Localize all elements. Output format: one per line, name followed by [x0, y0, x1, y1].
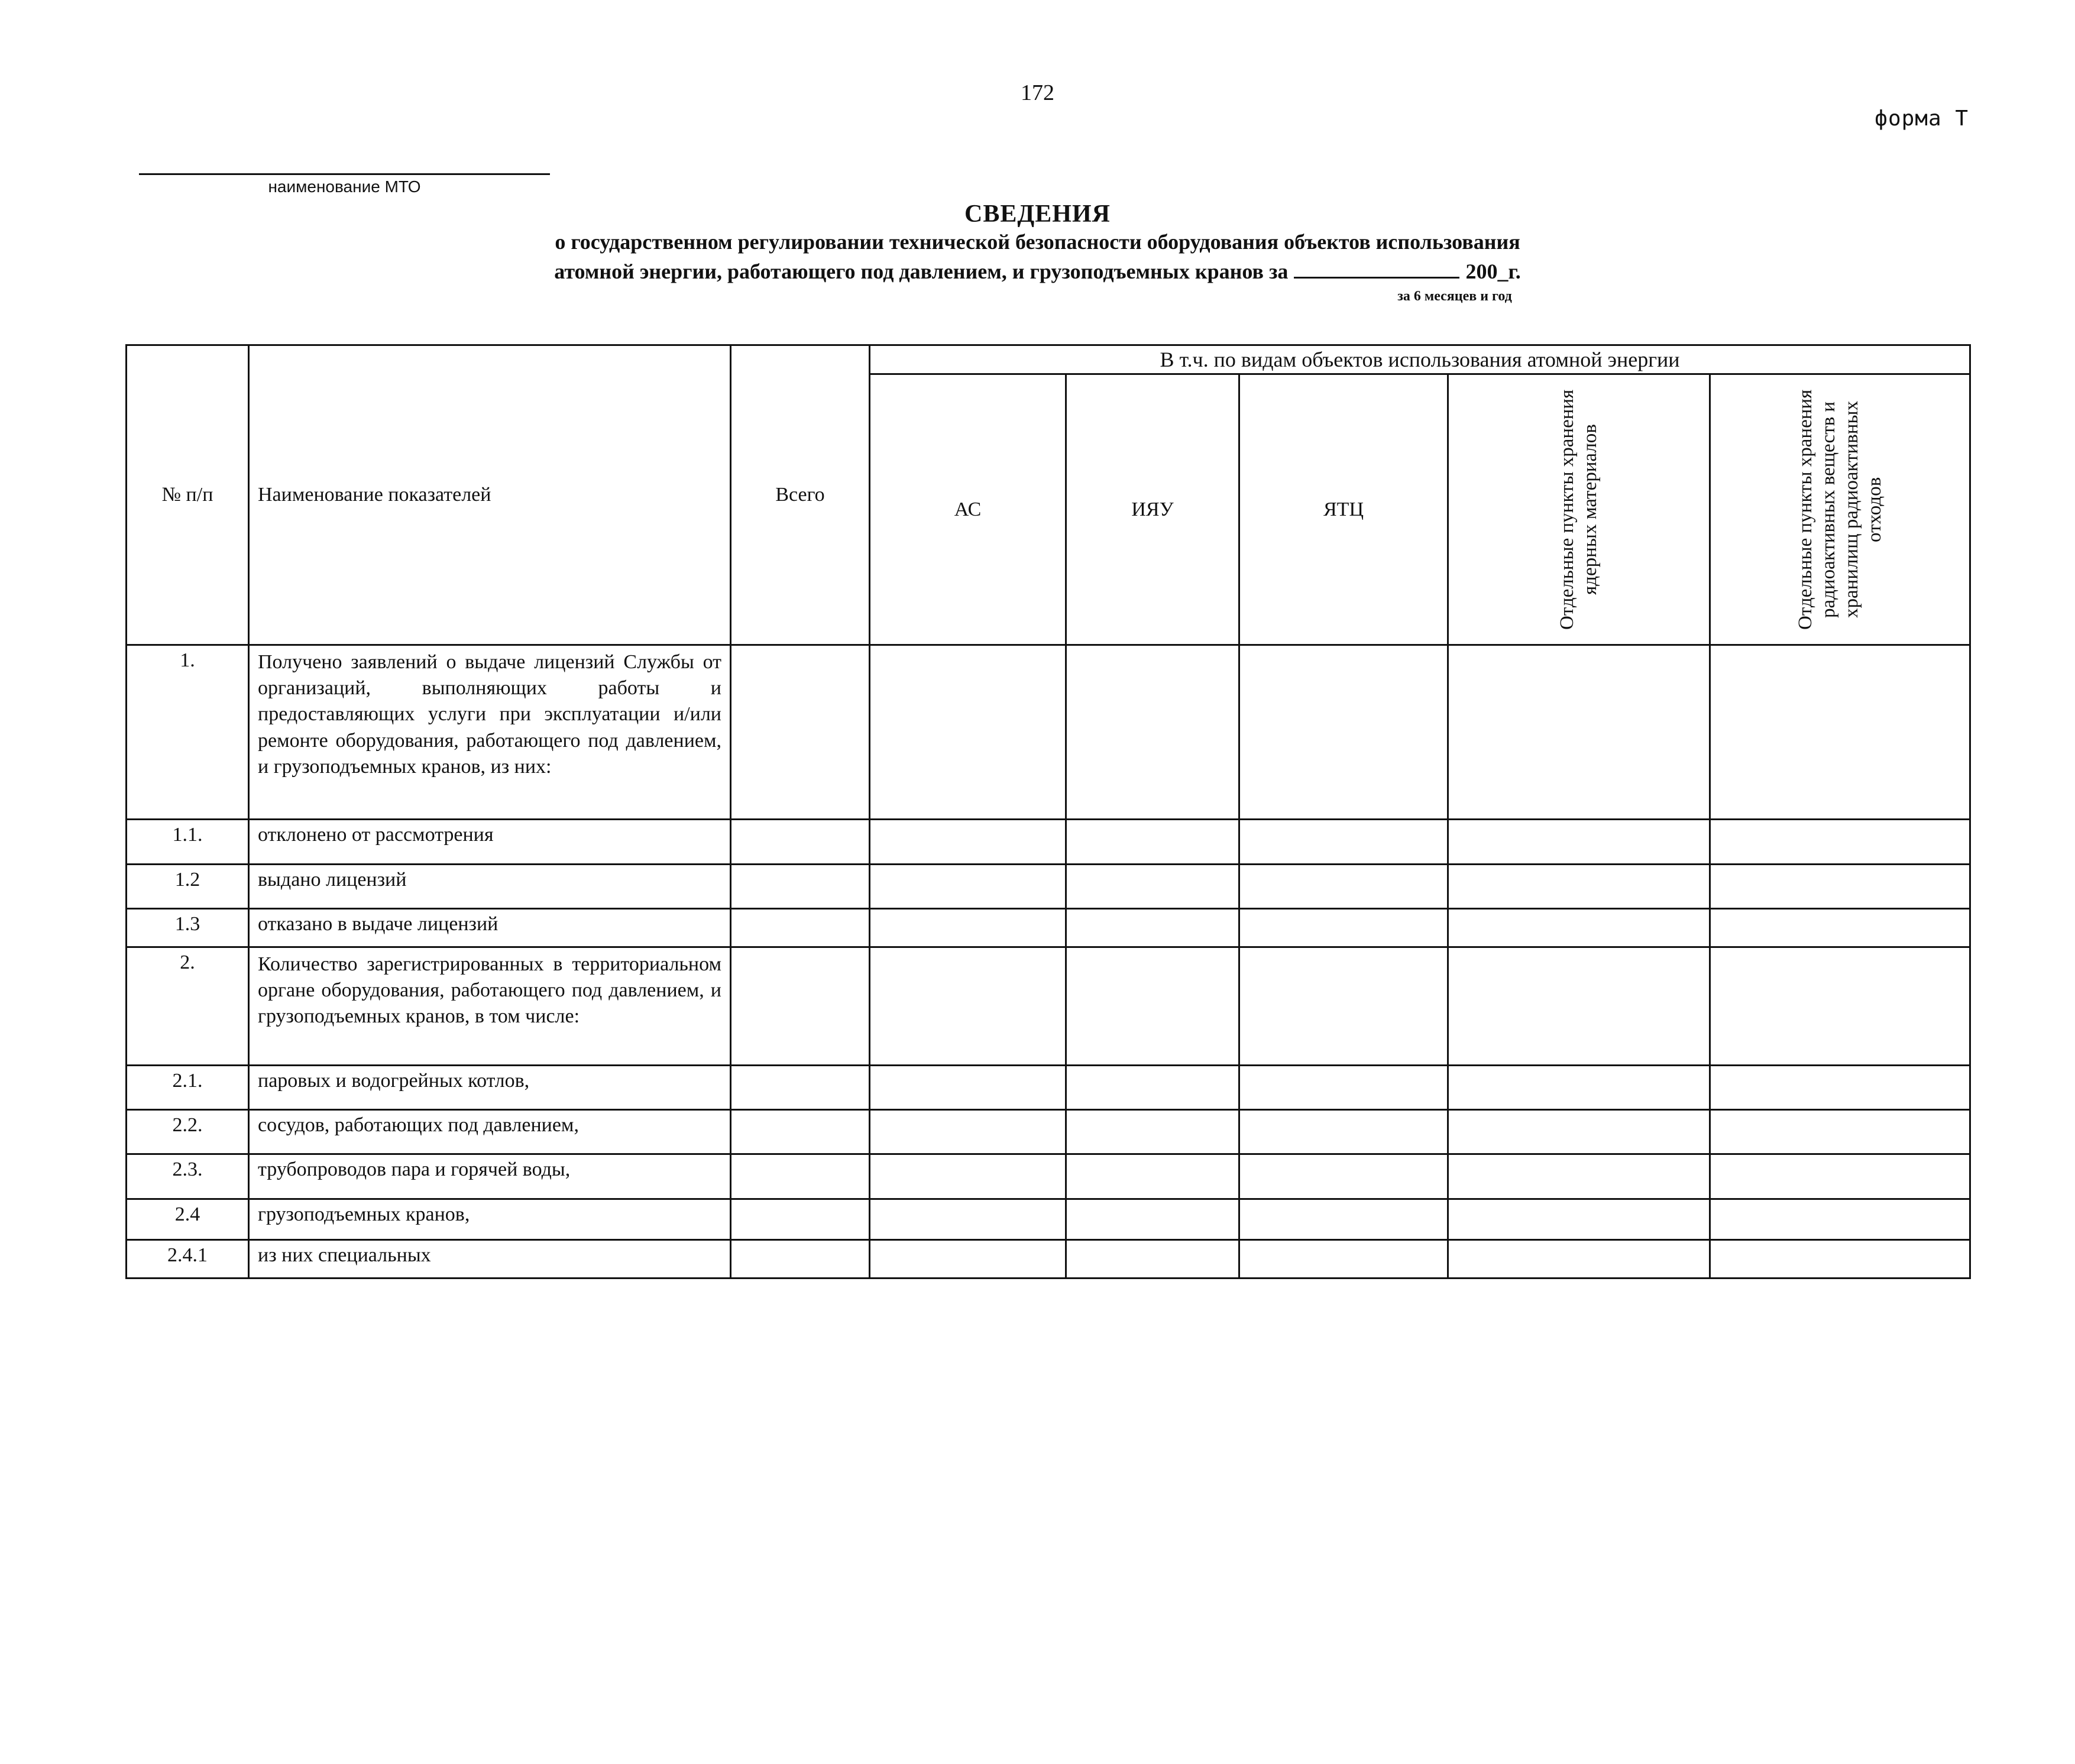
value-cell-yatc[interactable] — [1239, 864, 1448, 908]
table-row — [127, 864, 1970, 908]
value-cell-yatc[interactable] — [1239, 820, 1448, 864]
header-row-top — [127, 345, 1970, 374]
value-cell-total[interactable] — [731, 908, 870, 947]
value-cell-yatc[interactable] — [1239, 947, 1448, 1066]
row-indicator-name: трубопроводов пара и горячей воды, — [249, 1154, 731, 1199]
org-name-caption: наименование МТО — [268, 177, 421, 196]
value-cell-total[interactable] — [731, 1065, 870, 1109]
table-row — [127, 1239, 1970, 1278]
header-nuclear-storage-text: Отдельные пункты хранения ядерных материалов — [1556, 389, 1601, 630]
value-cell-total[interactable] — [731, 1109, 870, 1154]
table-row — [127, 1154, 1970, 1199]
value-cell-as[interactable] — [870, 947, 1066, 1066]
value-cell-iyau[interactable] — [1066, 1154, 1239, 1199]
table-row — [127, 820, 1970, 864]
document-subtitle-line1: о государственном регулировании технической безопасности оборудования объектов использования — [555, 230, 1520, 254]
value-cell-as[interactable] — [870, 908, 1066, 947]
value-cell-nuclear-storage[interactable] — [1448, 864, 1710, 908]
report-table — [125, 344, 1971, 1279]
table-row — [127, 1109, 1970, 1154]
header-num: № п/п — [127, 345, 249, 645]
row-indicator-name: из них специальных — [249, 1239, 731, 1278]
row-indicator-name: Количество зарегистрированных в территориальном органе оборудования, работающего под давлением, и грузоподъемных кранов, в том числе: — [249, 947, 731, 1066]
value-cell-as[interactable] — [870, 645, 1066, 820]
report-table-wrapper — [125, 344, 1969, 1279]
value-cell-radioactive-storage[interactable] — [1710, 1109, 1970, 1154]
value-cell-nuclear-storage[interactable] — [1448, 1065, 1710, 1109]
value-cell-radioactive-storage[interactable] — [1710, 864, 1970, 908]
value-cell-total[interactable] — [731, 1199, 870, 1239]
header-total: Всего — [731, 345, 870, 645]
value-cell-as[interactable] — [870, 1199, 1066, 1239]
row-number: 2.1. — [127, 1065, 249, 1109]
row-indicator-name: сосудов, работающих под давлением, — [249, 1109, 731, 1154]
table-row — [127, 947, 1970, 1066]
value-cell-as[interactable] — [870, 1154, 1066, 1199]
value-cell-as[interactable] — [870, 864, 1066, 908]
value-cell-yatc[interactable] — [1239, 1154, 1448, 1199]
row-number: 2.4.1 — [127, 1239, 249, 1278]
value-cell-nuclear-storage[interactable] — [1448, 908, 1710, 947]
value-cell-radioactive-storage[interactable] — [1710, 1154, 1970, 1199]
row-number: 1.1. — [127, 820, 249, 864]
value-cell-iyau[interactable] — [1066, 1065, 1239, 1109]
value-cell-radioactive-storage[interactable] — [1710, 820, 1970, 864]
subtitle-line2-text: атомной энергии, работающего под давлением, и грузоподъемных кранов за — [554, 260, 1289, 283]
document-title: СВЕДЕНИЯ — [964, 200, 1111, 228]
header-radioactive-storage-text: Отдельные пункты хранения радиоактивных веществ и хранилищ радиоактивных отходов — [1794, 389, 1885, 630]
row-number: 2.3. — [127, 1154, 249, 1199]
header-iyau: ИЯУ — [1066, 374, 1239, 645]
value-cell-radioactive-storage[interactable] — [1710, 1065, 1970, 1109]
period-blank-field — [1294, 259, 1459, 279]
value-cell-iyau[interactable] — [1066, 864, 1239, 908]
value-cell-radioactive-storage[interactable] — [1710, 947, 1970, 1066]
row-number: 1.3 — [127, 908, 249, 947]
value-cell-nuclear-storage[interactable] — [1448, 947, 1710, 1066]
row-indicator-name: грузоподъемных кранов, — [249, 1199, 731, 1239]
value-cell-iyau[interactable] — [1066, 1199, 1239, 1239]
value-cell-as[interactable] — [870, 820, 1066, 864]
row-indicator-name: выдано лицензий — [249, 864, 731, 908]
value-cell-nuclear-storage[interactable] — [1448, 1109, 1710, 1154]
value-cell-as[interactable] — [870, 1239, 1066, 1278]
value-cell-iyau[interactable] — [1066, 820, 1239, 864]
value-cell-total[interactable] — [731, 864, 870, 908]
row-indicator-name: отклонено от рассмотрения — [249, 820, 731, 864]
value-cell-yatc[interactable] — [1239, 1199, 1448, 1239]
value-cell-radioactive-storage[interactable] — [1710, 645, 1970, 820]
header-yatc: ЯТЦ — [1239, 374, 1448, 645]
value-cell-total[interactable] — [731, 820, 870, 864]
value-cell-radioactive-storage[interactable] — [1710, 1199, 1970, 1239]
subtitle-year: 200_г. — [1465, 260, 1521, 283]
row-indicator-name: отказано в выдаче лицензий — [249, 908, 731, 947]
value-cell-nuclear-storage[interactable] — [1448, 1239, 1710, 1278]
header-nuclear-storage — [1448, 374, 1710, 645]
value-cell-nuclear-storage[interactable] — [1448, 820, 1710, 864]
header-name: Наименование показателей — [249, 345, 731, 645]
form-label: форма Т — [1875, 106, 1969, 131]
value-cell-total[interactable] — [731, 947, 870, 1066]
value-cell-total[interactable] — [731, 1239, 870, 1278]
row-number: 1.2 — [127, 864, 249, 908]
row-number: 2.2. — [127, 1109, 249, 1154]
value-cell-yatc[interactable] — [1239, 1065, 1448, 1109]
org-name-line — [139, 173, 550, 175]
table-row — [127, 1065, 1970, 1109]
header-as: АС — [870, 374, 1066, 645]
period-caption: за 6 месяцев и год — [1397, 289, 1512, 304]
value-cell-total[interactable] — [731, 645, 870, 820]
value-cell-iyau[interactable] — [1066, 1239, 1239, 1278]
value-cell-iyau[interactable] — [1066, 645, 1239, 820]
value-cell-radioactive-storage[interactable] — [1710, 908, 1970, 947]
value-cell-iyau[interactable] — [1066, 947, 1239, 1066]
document-subtitle-line2 — [0, 259, 2075, 284]
row-number: 2.4 — [127, 1199, 249, 1239]
value-cell-yatc[interactable] — [1239, 908, 1448, 947]
value-cell-as[interactable] — [870, 1109, 1066, 1154]
table-row — [127, 1199, 1970, 1239]
value-cell-as[interactable] — [870, 1065, 1066, 1109]
value-cell-nuclear-storage[interactable] — [1448, 645, 1710, 820]
row-number: 1. — [127, 645, 249, 820]
value-cell-nuclear-storage[interactable] — [1448, 1199, 1710, 1239]
table-row — [127, 645, 1970, 820]
value-cell-nuclear-storage[interactable] — [1448, 1154, 1710, 1199]
value-cell-iyau[interactable] — [1066, 1109, 1239, 1154]
page-number: 172 — [1021, 80, 1054, 105]
row-indicator-name: паровых и водогрейных котлов, — [249, 1065, 731, 1109]
header-object-types: В т.ч. по видам объектов использования атомной энергии — [870, 345, 1970, 374]
value-cell-yatc[interactable] — [1239, 1109, 1448, 1154]
value-cell-iyau[interactable] — [1066, 908, 1239, 947]
table-row — [127, 908, 1970, 947]
value-cell-total[interactable] — [731, 1154, 870, 1199]
value-cell-yatc[interactable] — [1239, 1239, 1448, 1278]
row-number: 2. — [127, 947, 249, 1066]
header-radioactive-storage — [1710, 374, 1970, 645]
row-indicator-name: Получено заявлений о выдаче лицензий Службы от организаций, выполняющих работы и предоставляющих услуги при эксплуатации и/или ремонте оборудования, работающего под давлением, и грузоподъемных кранов, из них: — [249, 645, 731, 820]
value-cell-radioactive-storage[interactable] — [1710, 1239, 1970, 1278]
value-cell-yatc[interactable] — [1239, 645, 1448, 820]
